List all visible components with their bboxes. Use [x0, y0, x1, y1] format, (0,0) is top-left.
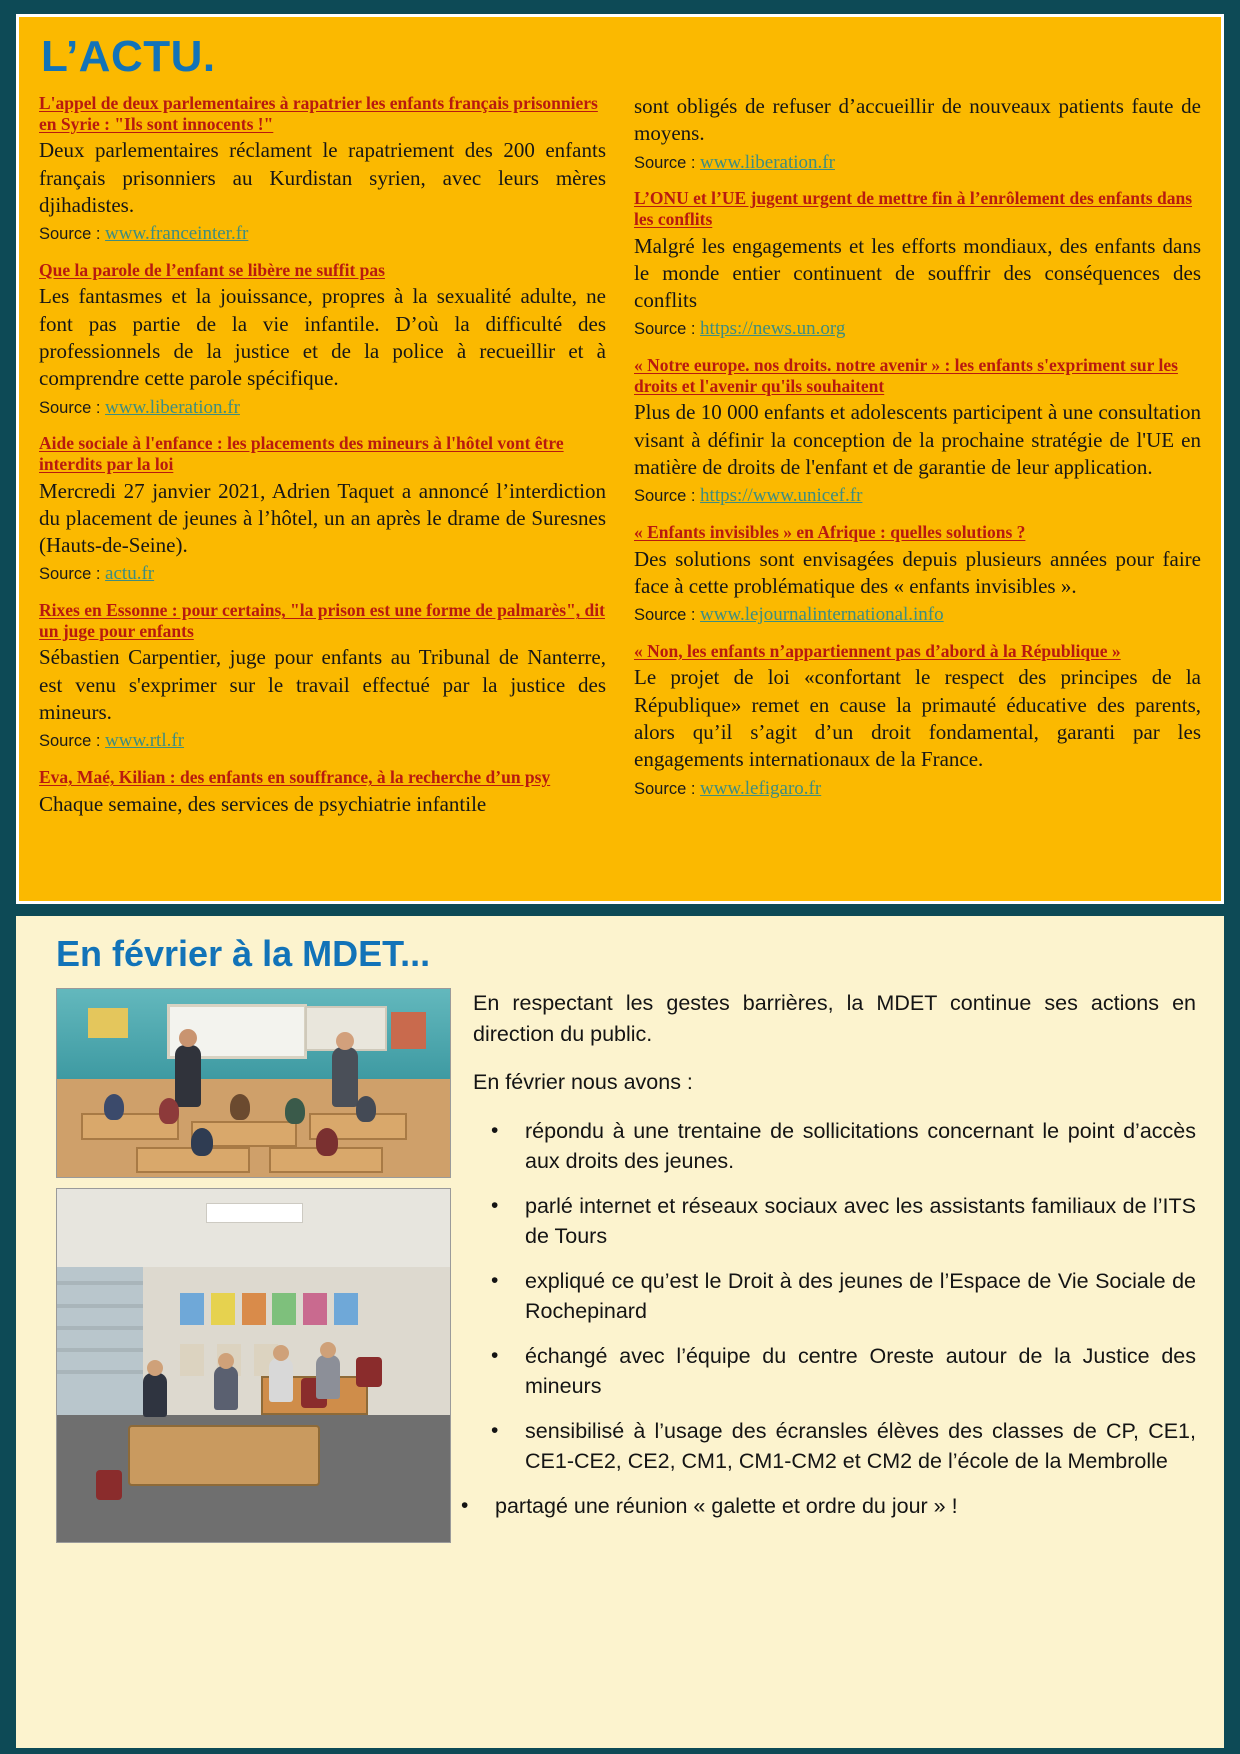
article-headline[interactable]: Aide sociale à l'enfance : les placements des mineurs à l'hôtel vont être interdits par la loi: [39, 433, 564, 474]
source-label: Source :: [39, 732, 106, 751]
article-body: Plus de 10 000 enfants et adolescents participent à une consultation visant à définir la conception de la prochaine stratégie de l'UE en matière de droits de l'enfant et de garantie de leur application.: [634, 400, 1201, 479]
bullet-icon: •: [491, 1118, 499, 1142]
article-headline[interactable]: « Notre europe. nos droits. notre avenir » : les enfants s'expriment sur les droits et l'avenir qu'ils souhaitent: [634, 355, 1178, 396]
article-headline[interactable]: L'appel de deux parlementaires à rapatrier les enfants français prisonniers en Syrie : "Ils sont innocents !": [39, 93, 598, 134]
source-label: Source :: [634, 153, 701, 172]
article-body: Malgré les engagements et les efforts mondiaux, des enfants dans le monde entier continuent de souffrir des conséquences des conflits: [634, 233, 1201, 313]
article-item: [634, 188, 1201, 342]
article-body: Chaque semaine, des services de psychiatrie infantile: [39, 791, 487, 816]
list-item: [473, 1341, 1196, 1402]
article-headline[interactable]: L’ONU et l’UE jugent urgent de mettre fin à l’enrôlement des enfants dans les conflits: [634, 188, 1193, 229]
article-source: [634, 150, 1201, 176]
article-source: [39, 221, 606, 247]
source-link[interactable]: https://news.un.org: [700, 318, 846, 340]
actu-panel: [16, 14, 1224, 904]
source-label: Source :: [634, 606, 701, 625]
article-item: [634, 641, 1201, 801]
source-link[interactable]: www.lejournalinternational.info: [700, 604, 944, 626]
article-source: [634, 602, 1201, 628]
photo-gallery: [38, 988, 451, 1543]
bullet-icon: •: [491, 1343, 499, 1367]
source-label: Source :: [634, 320, 701, 339]
activity-list: [461, 1116, 1196, 1522]
bullet-icon: •: [461, 1493, 469, 1517]
mdet-text: [461, 988, 1202, 1543]
source-link[interactable]: www.rtl.fr: [105, 730, 185, 752]
actu-title: L’ACTU.: [41, 32, 216, 81]
mdet-title: En février à la MDET...: [56, 933, 431, 974]
article-item: [39, 260, 606, 420]
classroom-photo: [56, 988, 451, 1178]
article-body: Sébastien Carpentier, juge pour enfants au Tribunal de Nanterre, est venu s'exprimer sur le travail effectué par la justice des mineurs.: [39, 645, 606, 724]
article-headline[interactable]: « Enfants invisibles » en Afrique : quelles solutions ?: [634, 521, 1026, 542]
bullet-icon: •: [491, 1418, 499, 1442]
mdet-content: [38, 988, 1202, 1543]
mdet-lead: En février nous avons :: [473, 1070, 693, 1095]
list-item: [473, 1116, 1196, 1177]
article-body: Deux parlementaires réclament le rapatriement des 200 enfants français prisonniers au Kurdistan syrien, avec leurs mères djihadistes.: [39, 138, 606, 217]
article-continuation: [634, 93, 1201, 175]
list-item: [443, 1491, 1196, 1522]
bullet-icon: •: [491, 1193, 499, 1217]
article-item: [39, 433, 606, 587]
mdet-intro: En respectant les gestes barrières, la MDET continue ses actions en direction du public.: [473, 991, 1196, 1046]
source-link[interactable]: www.lefigaro.fr: [700, 777, 822, 799]
source-link[interactable]: actu.fr: [105, 563, 155, 585]
article-headline[interactable]: « Non, les enfants n’appartiennent pas d’abord à la République »: [634, 640, 1121, 661]
list-item-text: répondu à une trentaine de sollicitations concernant le point d’accès aux droits des jeunes.: [525, 1118, 1196, 1174]
list-item: [473, 1266, 1196, 1327]
article-body: Le projet de loi «confortant le respect des principes de la République» remet en cause la primauté éducative des parents, alors qu’il s’agit d’un droit fondamental, garanti par les engagements internationaux de la France.: [634, 665, 1201, 772]
source-link[interactable]: www.franceinter.fr: [105, 223, 249, 245]
source-label: Source :: [634, 487, 701, 506]
bullet-icon: •: [491, 1268, 499, 1292]
source-label: Source :: [39, 398, 106, 417]
article-headline[interactable]: Rixes en Essonne : pour certains, "la prison est une forme de palmarès", dit un juge pour enfants: [39, 600, 605, 641]
article-body: Des solutions sont envisagées depuis plusieurs années pour faire face à cette problématique des « enfants invisibles ».: [634, 546, 1201, 598]
article-item: [39, 600, 606, 754]
article-source: [634, 483, 1201, 509]
article-headline[interactable]: Eva, Maé, Kilian : des enfants en souffrance, à la recherche d’un psy: [39, 766, 551, 787]
article-body: Les fantasmes et la jouissance, propres à la sexualité adulte, ne font pas partie de la vie infantile. D’où la difficulté des professionnels de la justice et de la police à recueillir et à comprendre cette parole spécifique.: [39, 284, 606, 391]
article-headline[interactable]: Que la parole de l’enfant se libère ne suffit pas: [39, 259, 385, 280]
source-link[interactable]: https://www.unicef.fr: [700, 485, 863, 507]
source-link[interactable]: www.liberation.fr: [700, 151, 835, 173]
list-item-text: parlé internet et réseaux sociaux avec les assistants familiaux de l’ITS de Tours: [525, 1193, 1196, 1249]
article-source: [634, 316, 1201, 342]
actu-columns: [39, 93, 1201, 893]
article-source: [39, 728, 606, 754]
list-item-text: sensibilisé à l’usage des écransles élèves des classes de CP, CE1, CE1-CE2, CE2, CM1, CM1-CM2 et CM2 de l’école de la Membrolle: [525, 1418, 1196, 1474]
list-item-text: échangé avec l’équipe du centre Oreste autour de la Justice des mineurs: [525, 1343, 1196, 1399]
source-label: Source :: [634, 779, 701, 798]
article-body: sont obligés de refuser d’accueillir de nouveaux patients faute de moyens.: [634, 94, 1201, 146]
article-item: [39, 93, 606, 247]
article-item: [39, 767, 606, 818]
list-item: [473, 1191, 1196, 1252]
list-item: [473, 1416, 1196, 1477]
source-label: Source :: [39, 225, 106, 244]
source-label: Source :: [39, 565, 106, 584]
list-item-text: expliqué ce qu’est le Droit à des jeunes de l’Espace de Vie Sociale de Rochepinard: [525, 1268, 1196, 1324]
article-item: [634, 355, 1201, 509]
article-item: [634, 522, 1201, 628]
article-body: Mercredi 27 janvier 2021, Adrien Taquet a annoncé l’interdiction du placement de jeunes à l’hôtel, un an après le drame de Suresnes (Hauts-de-Seine).: [39, 478, 606, 558]
list-item-text: partagé une réunion « galette et ordre du jour » !: [495, 1493, 958, 1518]
article-source: [39, 561, 606, 587]
article-source: [39, 395, 606, 421]
mdet-panel: [16, 916, 1224, 1748]
meeting-room-photo: [56, 1188, 451, 1543]
article-source: [634, 776, 1201, 802]
source-link[interactable]: www.liberation.fr: [105, 396, 240, 418]
